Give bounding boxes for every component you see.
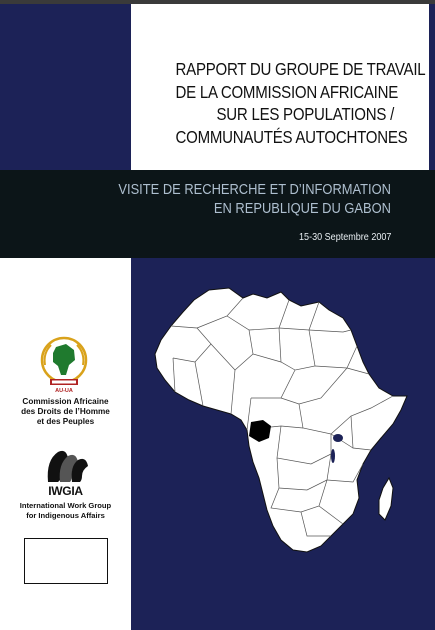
- svg-text:AU-UA: AU-UA: [55, 388, 73, 393]
- lake-victoria: [333, 434, 343, 442]
- iwgia-caption-line: International Work Group: [19, 501, 112, 510]
- report-title: [175, 58, 426, 148]
- iwgia-caption: [8, 501, 123, 520]
- au-caption-line: des Droits de l’Homme: [21, 407, 110, 416]
- subtitle-line: EN REPUBLIQUE DU GABON: [213, 200, 391, 217]
- title-line: COMMUNAUTÉS AUTOCHTONES: [175, 126, 408, 147]
- african-union-logo: [33, 335, 95, 393]
- mission-date: 15-30 Septembre 2007: [298, 231, 391, 243]
- subtitle-line: VISITE DE RECHERCHE ET D’INFORMATION: [118, 181, 391, 198]
- au-caption-line: Commission Africaine: [22, 397, 109, 406]
- left-navy-strip: [0, 4, 131, 170]
- africa-map: [131, 258, 435, 630]
- iwgia-logo: [44, 446, 90, 484]
- iwgia-caption-line: for Indigenous Affairs: [26, 510, 105, 520]
- title-line: DE LA COMMISSION AFRICAINE: [175, 81, 398, 102]
- blank-label-box: [24, 538, 108, 584]
- madagascar-shape: [379, 478, 393, 520]
- title-line: RAPPORT DU GROUPE DE TRAVAIL: [175, 59, 426, 79]
- title-line: SUR LES POPULATIONS /: [216, 104, 394, 124]
- lake-tanganyika: [331, 449, 335, 463]
- subtitle: [118, 180, 391, 218]
- iwgia-name: IWGIA: [48, 484, 83, 498]
- au-caption-line: et des Peuples: [36, 417, 95, 426]
- au-caption: [10, 397, 121, 427]
- right-navy-strip: [429, 4, 435, 170]
- map-panel: [131, 258, 435, 630]
